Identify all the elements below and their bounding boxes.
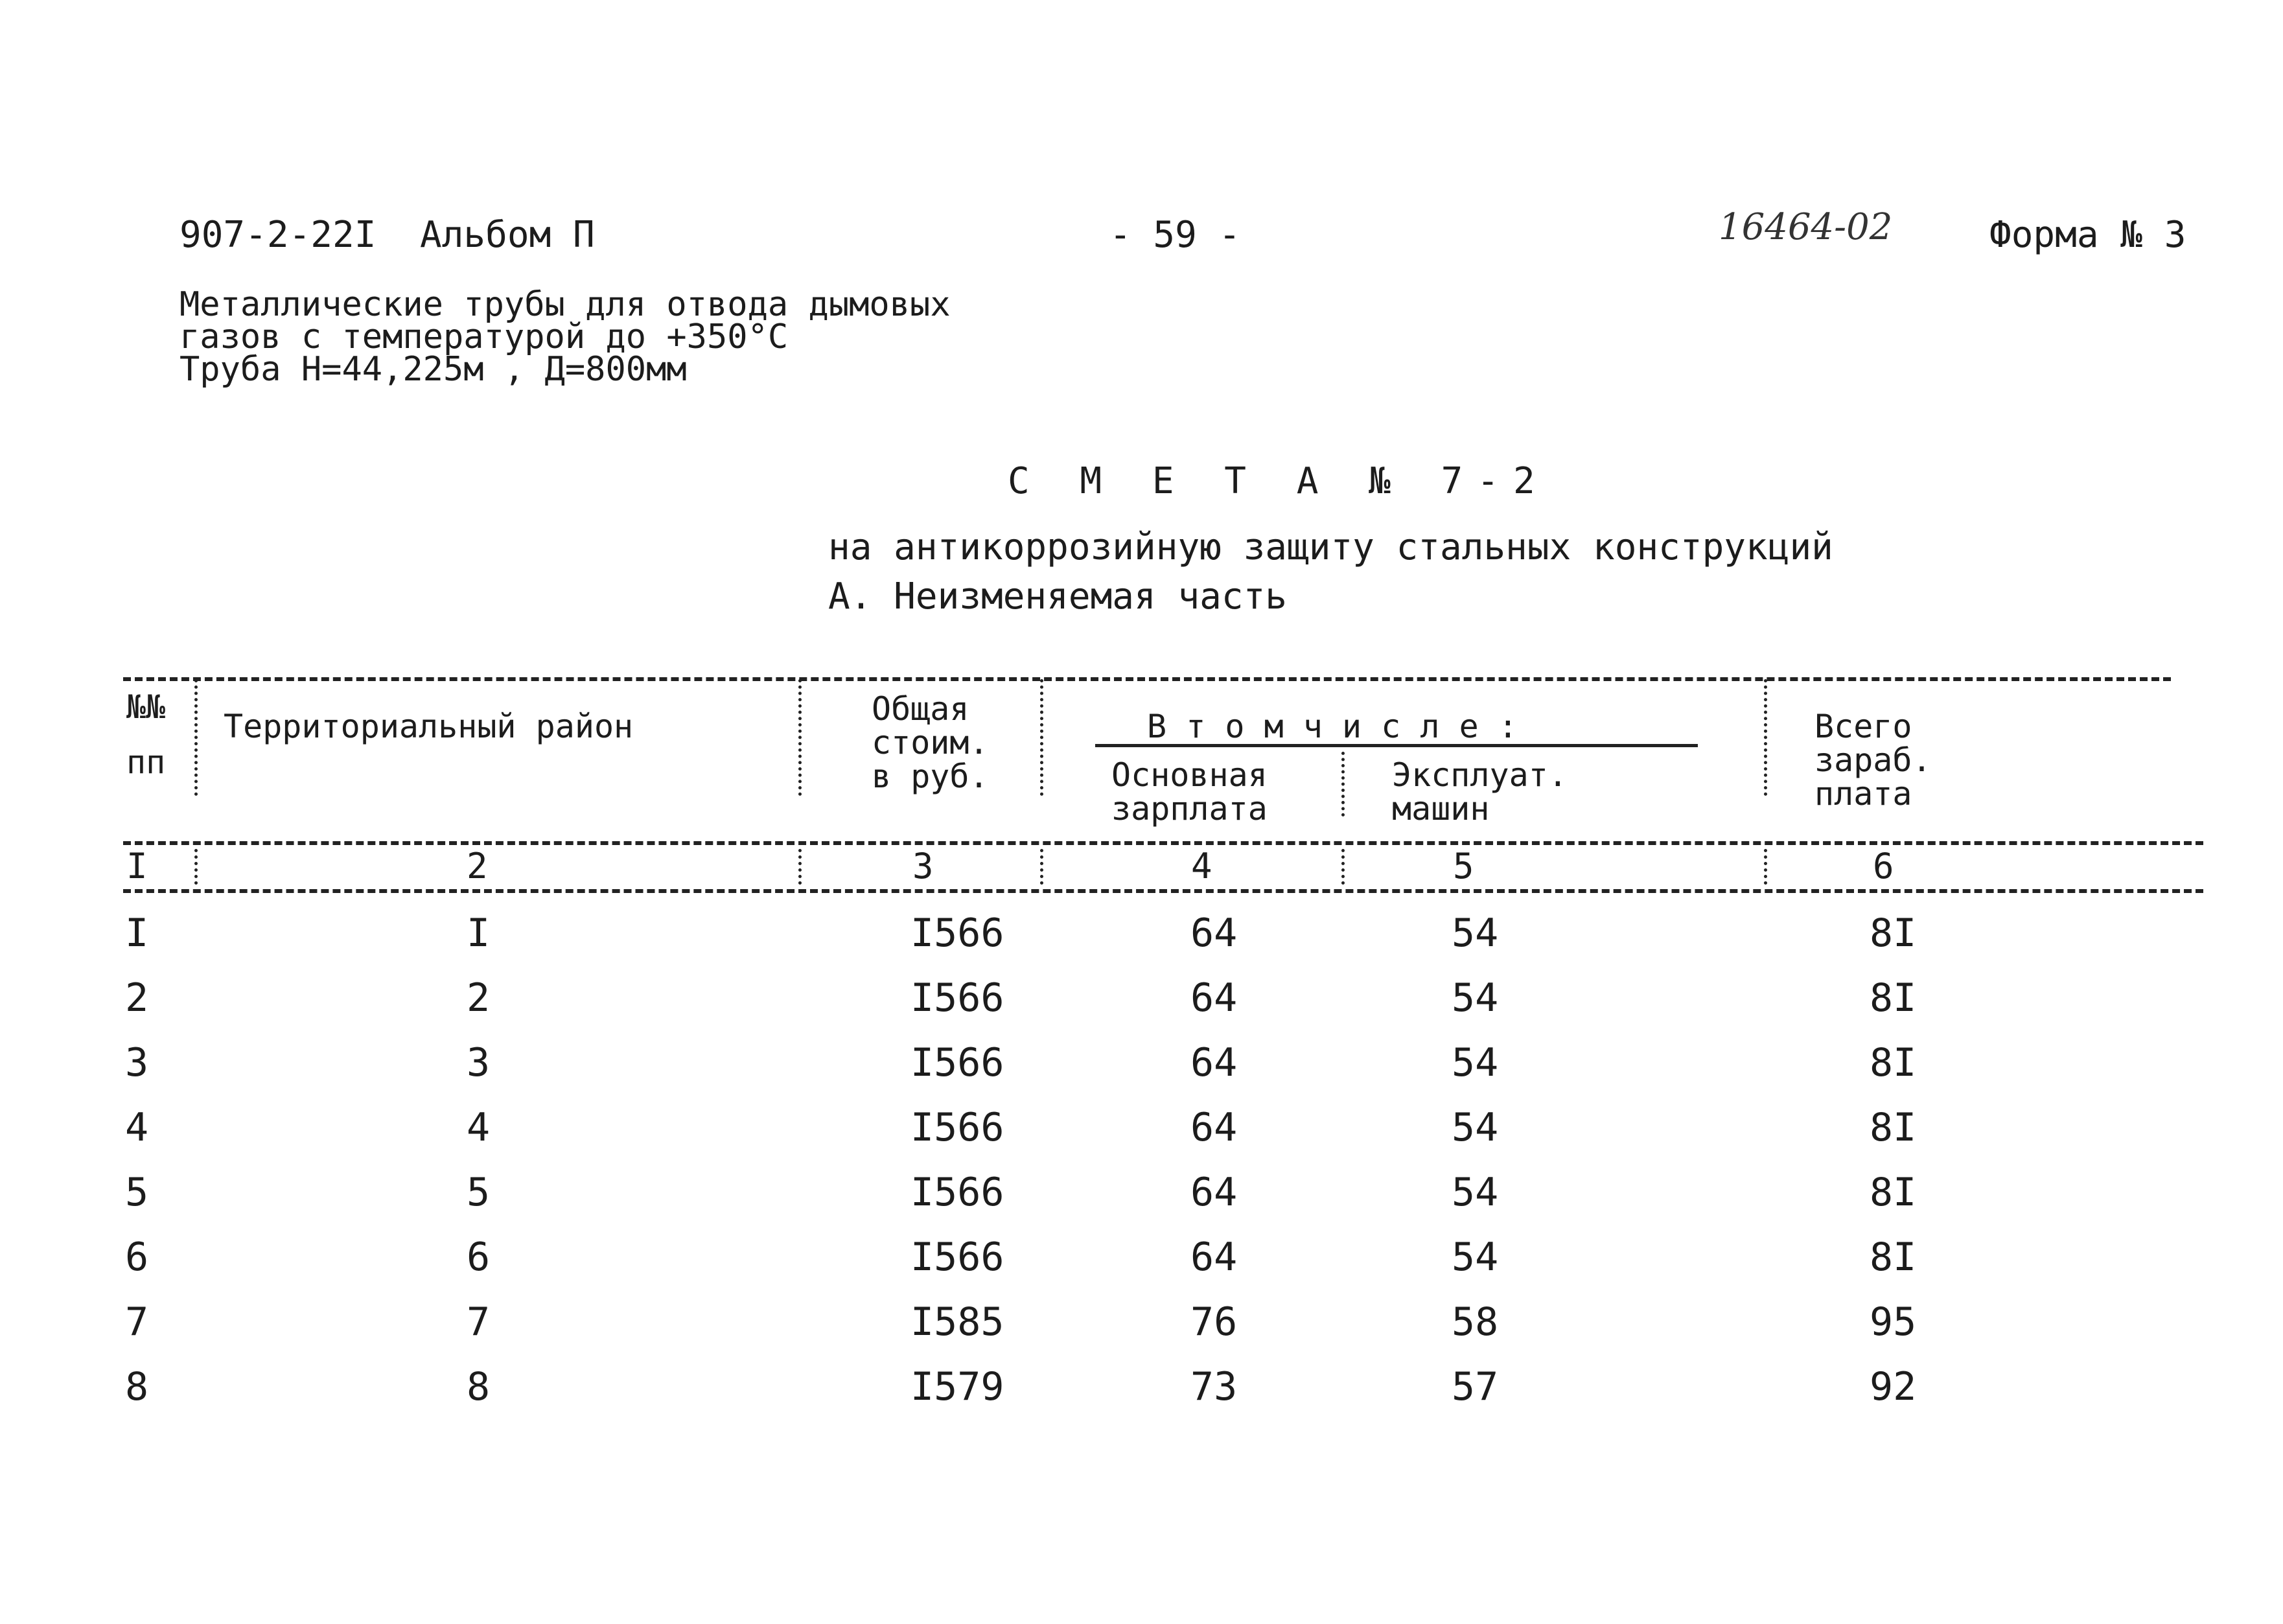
column-number: 4 <box>1191 846 1212 887</box>
description-line-2: газов с температурой до +350°С <box>180 318 789 356</box>
district: 4 <box>467 1105 491 1150</box>
document-subtitle: на антикоррозийную защиту стальных конструкций <box>828 526 1833 568</box>
base-salary: 64 <box>1190 1170 1238 1215</box>
column-numbers-top-rule <box>123 841 2203 845</box>
form-label: Форма № 3 <box>1989 214 2186 256</box>
description-line-3: Труба Н=44,225м , Д=800мм <box>180 350 687 389</box>
header-separator <box>1764 679 1767 796</box>
district: 3 <box>467 1040 491 1085</box>
district: 6 <box>467 1235 491 1280</box>
district: I <box>467 911 491 956</box>
column-number: 2 <box>467 846 488 887</box>
row-number: 3 <box>125 1040 149 1085</box>
row-number: 6 <box>125 1235 149 1280</box>
machine-operation: 54 <box>1452 975 1499 1021</box>
header-separator <box>1341 752 1345 817</box>
total-wages: 92 <box>1870 1364 1917 1409</box>
description-line-1: Металлические трубы для отвода дымовых <box>180 285 951 324</box>
table-top-rule <box>123 677 2171 681</box>
machine-operation: 54 <box>1452 1040 1499 1085</box>
machine-operation: 57 <box>1452 1364 1499 1409</box>
header-base-salary-line-2: зарплата <box>1111 790 1268 828</box>
total-cost: I566 <box>910 1040 1004 1085</box>
document-code: 907-2-22I <box>180 214 377 256</box>
base-salary: 73 <box>1190 1364 1238 1409</box>
album-label: Альбом П <box>420 214 595 256</box>
base-salary: 76 <box>1190 1299 1238 1345</box>
row-number: 2 <box>125 975 149 1021</box>
total-wages: 8I <box>1870 1105 1917 1150</box>
header-number-line-2: пп <box>126 743 166 781</box>
header-total-wages-line-3: плата <box>1814 775 1912 813</box>
header-total-wages-line-1: Всего <box>1814 708 1912 745</box>
column-number-separator <box>798 849 802 885</box>
row-number: 4 <box>125 1105 149 1150</box>
header-separator <box>194 679 198 796</box>
total-cost: I566 <box>910 1235 1004 1280</box>
base-salary: 64 <box>1190 975 1238 1021</box>
header-total-cost-line-2: стоим. <box>872 724 989 761</box>
header-separator <box>1040 679 1043 796</box>
district: 5 <box>467 1170 491 1215</box>
column-number: I <box>126 846 148 887</box>
row-number: I <box>125 911 149 956</box>
header-total-wages-line-2: зараб. <box>1814 741 1932 779</box>
header-territorial-district: Территориальный район <box>224 708 634 745</box>
machine-operation: 54 <box>1452 1235 1499 1280</box>
machine-operation: 54 <box>1452 911 1499 956</box>
base-salary: 64 <box>1190 1235 1238 1280</box>
header-total-cost-line-1: Общая <box>872 690 969 728</box>
document-title: С М Е Т А № 7-2 <box>1008 460 1549 502</box>
machine-operation: 54 <box>1452 1170 1499 1215</box>
header-number-line-1: №№ <box>126 688 166 726</box>
column-number: 3 <box>912 846 934 887</box>
column-number-separator <box>194 849 198 885</box>
header-base-salary-line-1: Основная <box>1111 756 1268 794</box>
column-number: 6 <box>1873 846 1894 887</box>
district: 7 <box>467 1299 491 1345</box>
total-cost: I566 <box>910 1105 1004 1150</box>
machine-operation: 54 <box>1452 1105 1499 1150</box>
header-total-cost-line-3: в руб. <box>872 758 989 795</box>
row-number: 7 <box>125 1299 149 1345</box>
handwritten-doc-number: 16464-02 <box>1719 206 1893 248</box>
column-number: 5 <box>1453 846 1474 887</box>
header-machines-line-2: машин <box>1392 790 1490 828</box>
total-cost: I566 <box>910 911 1004 956</box>
base-salary: 64 <box>1190 911 1238 956</box>
district: 2 <box>467 975 491 1021</box>
total-wages: 8I <box>1870 1040 1917 1085</box>
total-cost: I566 <box>910 975 1004 1021</box>
header-machines-line-1: Эксплуат. <box>1392 756 1568 794</box>
page-number: - 59 - <box>1109 214 1241 256</box>
total-cost: I566 <box>910 1170 1004 1215</box>
total-wages: 8I <box>1870 1170 1917 1215</box>
column-number-separator <box>1764 849 1767 885</box>
machine-operation: 58 <box>1452 1299 1499 1345</box>
row-number: 5 <box>125 1170 149 1215</box>
total-wages: 8I <box>1870 1235 1917 1280</box>
column-number-separator <box>1040 849 1043 885</box>
base-salary: 64 <box>1190 1040 1238 1085</box>
header-separator <box>798 679 802 796</box>
total-cost: I579 <box>910 1364 1004 1409</box>
row-number: 8 <box>125 1364 149 1409</box>
column-number-separator <box>1341 849 1345 885</box>
district: 8 <box>467 1364 491 1409</box>
group-underline <box>1095 744 1698 747</box>
column-numbers-bottom-rule <box>123 889 2203 893</box>
base-salary: 64 <box>1190 1105 1238 1150</box>
header-including-group: В т о м ч и с л е : <box>1147 708 1518 745</box>
total-wages: 8I <box>1870 975 1917 1021</box>
total-wages: 8I <box>1870 911 1917 956</box>
total-cost: I585 <box>910 1299 1004 1345</box>
section-label: А. Неизменяемая часть <box>828 575 1288 618</box>
total-wages: 95 <box>1870 1299 1917 1345</box>
